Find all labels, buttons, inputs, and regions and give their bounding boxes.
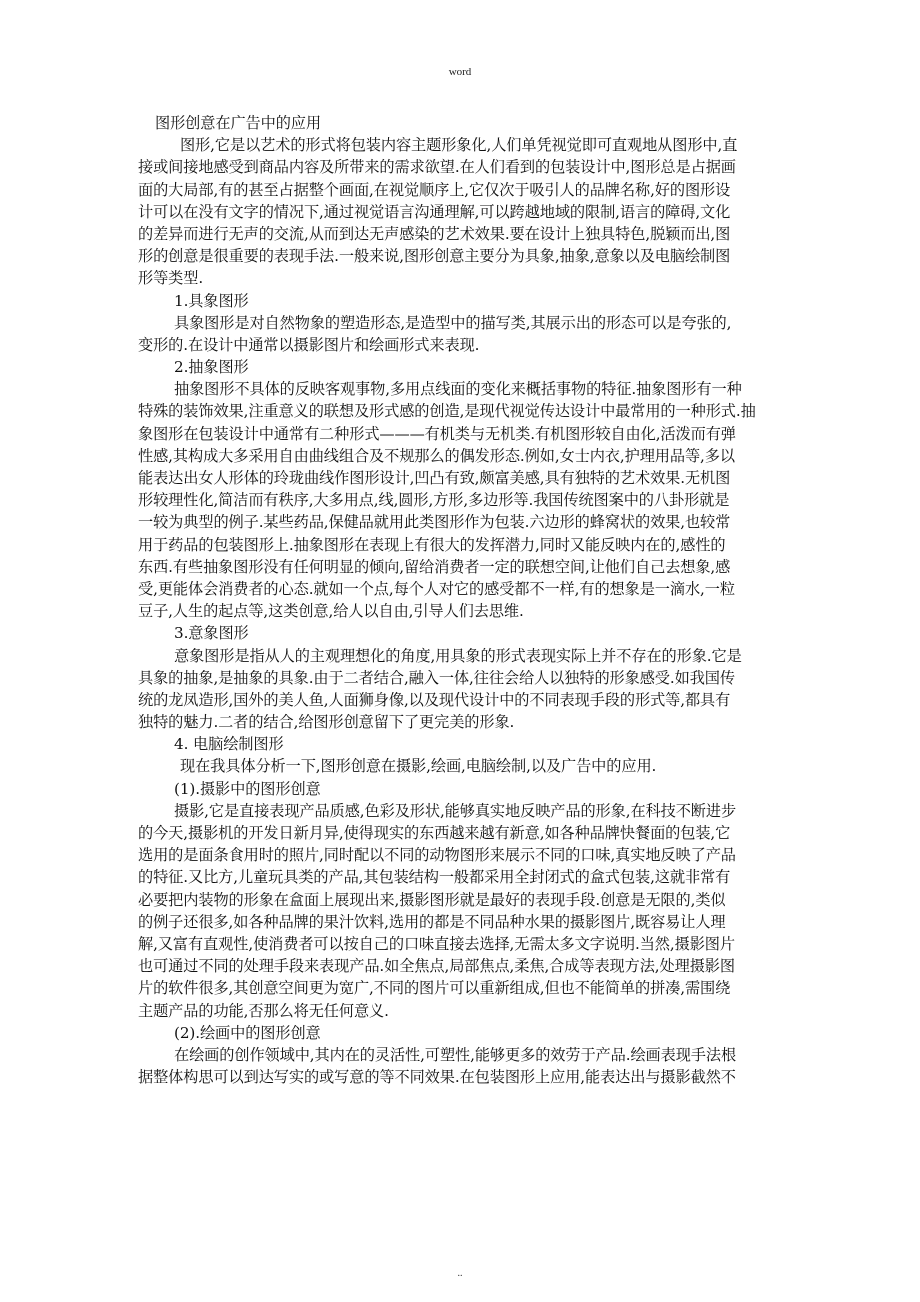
paragraph-line: 特殊的装饰效果,注重意义的联想及形式感的创造,是现代视觉传达设计中最常用的一种形式.抽: [138, 402, 756, 421]
paragraph-line: 用于药品的包装图形上.抽象图形在表现上有很大的发挥潜力,同时又能反映内在的,感性的: [138, 535, 726, 554]
paragraph-line: 据整体构思可以到达写实的或写意的等不同效果.在包装图形上应用,能表达出与摄影截然不: [138, 1068, 736, 1087]
subsection-heading: (2).绘画中的图形创意: [174, 1023, 321, 1042]
paragraph-line: 变形的.在设计中通常以摄影图片和绘画形式来表现.: [138, 335, 480, 354]
paragraph-line: 东西.有些抽象图形没有任何明显的倾向,留给消费者一定的联想空间,让他们自己去想象,感: [138, 557, 731, 576]
paragraph-line: 的特征.又比方,儿童玩具类的产品,其包装结构一般都采用全封闭式的盒式包装,这就非常有: [138, 868, 731, 887]
page-footer: ..: [457, 1268, 463, 1279]
paragraph-line: 片的软件很多,其创意空间更为宽广,不同的图片可以重新组成,但也不能简单的拼凑,需围绕: [138, 979, 731, 998]
paragraph-line: 具象图形是对自然物象的塑造形态,是造型中的描写类,其展示出的形态可以是夸张的,: [174, 313, 732, 332]
paragraph-line: 面的大局部,有的甚至占据整个画面,在视觉顺序上,它仅次于吸引人的品牌名称,好的图形设: [138, 180, 731, 199]
section-heading: 3.意象图形: [174, 624, 249, 643]
paragraph-line: 形等类型.: [138, 269, 204, 288]
paragraph-line: 形的创意是很重要的表现手法.一般来说,图形创意主要分为具象,抽象,意象以及电脑绘制图: [138, 247, 731, 266]
paragraph-line: 独特的魅力.二者的结合,给图形创意留下了更完美的形象.: [138, 713, 515, 732]
paragraph-line: 豆子,人生的起点等,这类创意,给人以自由,引导人们去思维.: [138, 602, 524, 621]
section-heading: 1.具象图形: [174, 291, 249, 310]
paragraph-line: 的差异而进行无声的交流,从而到达无声感染的艺术效果.要在设计上独具特色,脱颖而出,图: [138, 224, 731, 243]
paragraph-line: 图形,它是以艺术的形式将包装内容主题形象化,人们单凭视觉即可直观地从图形中,直: [180, 136, 738, 155]
document-body: [138, 112, 778, 1088]
paragraph-line: 一较为典型的例子.某些药品,保健品就用此类图形作为包装.六边形的蜂窝状的效果,也较常: [138, 513, 731, 532]
paragraph-line: 的例子还很多,如各种品牌的果汁饮料,选用的都是不同品种水果的摄影图片,既容易让人理: [138, 912, 726, 931]
paragraph-line: 选用的是面条食用时的照片,同时配以不同的动物图形来展示不同的口味,真实地反映了产品: [138, 846, 736, 865]
section-heading: 4. 电脑绘制图形: [174, 735, 284, 754]
paragraph-line: 也可通过不同的处理手段来表现产品.如全焦点,局部焦点,柔焦,合成等表现方法,处理摄影图: [138, 957, 735, 976]
section-heading: 2.抽象图形: [174, 358, 249, 377]
paragraph-line: 计可以在没有文字的情况下,通过视觉语言沟通理解,可以跨越地域的限制,语言的障碍,文化: [138, 202, 731, 221]
paragraph-line: 形较理性化,简洁而有秩序,大多用点,线,圆形,方形,多边形等.我国传统图案中的八卦形就是: [138, 491, 730, 510]
page-header: word: [448, 66, 472, 78]
paragraph-line: 抽象图形不具体的反映客观事物,多用点线面的变化来概括事物的特征.抽象图形有一种: [174, 380, 742, 399]
paragraph-line: 受,更能体会消费者的心态.就如一个点,每个人对它的感受都不一样,有的想象是一滴水,一粒: [138, 579, 735, 598]
paragraph-line: 在绘画的创作领域中,其内在的灵活性,可塑性,能够更多的效劳于产品.绘画表现手法根: [174, 1045, 737, 1064]
paragraph-line: 接或间接地感受到商品内容及所带来的需求欲望.在人们看到的包装设计中,图形总是占据画: [138, 158, 736, 177]
document-title: 图形创意在广告中的应用: [155, 114, 321, 132]
paragraph-line: 象图形在包装设计中通常有二种形式———有机类与无机类.有机图形较自由化,活泼而有弹: [138, 424, 736, 443]
subsection-heading: (1).摄影中的图形创意: [174, 779, 321, 798]
paragraph-line: 现在我具体分析一下,图形创意在摄影,绘画,电脑绘制,以及广告中的应用.: [180, 757, 657, 776]
paragraph-line: 的今天,摄影机的开发日新月异,使得现实的东西越来越有新意,如各种品牌快餐面的包装,它: [138, 824, 731, 842]
paragraph-line: 意象图形是指从人的主观理想化的角度,用具象的形式表现实际上并不存在的形象.它是: [174, 646, 742, 665]
paragraph-line: 性感,其构成大多采用自由曲线组合及不规那么的偶发形态.例如,女士内衣,护理用品等,多以: [138, 446, 735, 465]
paragraph-line: 解,又富有直观性,使消费者可以按自己的口味直接去选择,无需太多文字说明.当然,摄影图片: [138, 934, 735, 953]
paragraph-line: 必要把内装物的形象在盒面上展现出来,摄影图形就是最好的表现手段.创意是无限的,类似: [138, 890, 726, 909]
paragraph-line: 具象的抽象,是抽象的具象.由于二者结合,融入一体,往往会给人以独特的形象感受.如我国传: [138, 668, 735, 687]
paragraph-line: 摄影,它是直接表现产品质感,色彩及形状,能够真实地反映产品的形象,在科技不断进步: [174, 801, 737, 820]
paragraph-line: 能表达出女人形体的玲珑曲线作图形设计,凹凸有致,颇富美感,具有独特的艺术效果.无机图: [138, 469, 731, 487]
paragraph-line: 主题产品的功能,否那么将无任何意义.: [138, 1001, 389, 1020]
paragraph-line: 统的龙凤造形,国外的美人鱼,人面狮身像,以及现代设计中的不同表现手段的形式等,都具有: [138, 690, 731, 709]
